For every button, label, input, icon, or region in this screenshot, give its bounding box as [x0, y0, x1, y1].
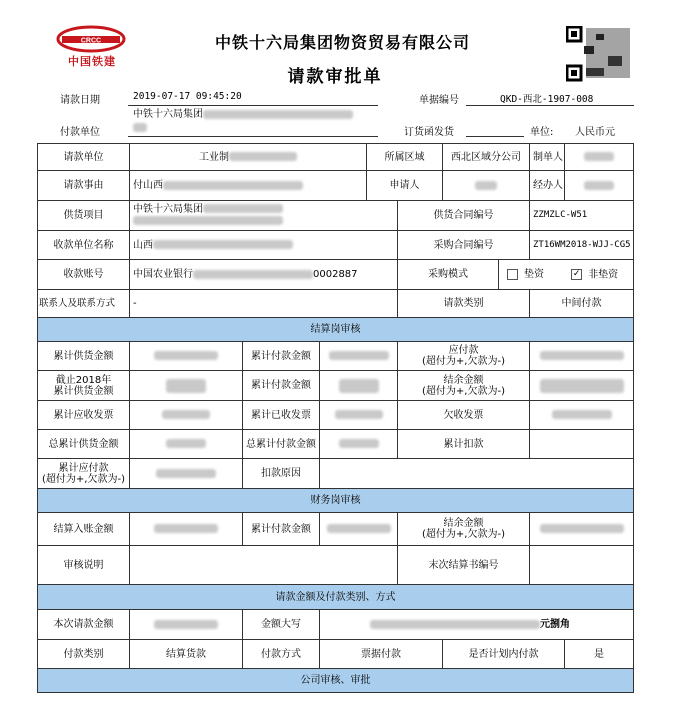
docno-label: 单据编号 — [419, 95, 459, 106]
amount-label: 本次请款金额 — [38, 610, 130, 640]
total-deduct-label: 累计扣款 — [398, 430, 530, 459]
contact-value: - — [130, 290, 398, 318]
applicant-label: 申请人 — [367, 171, 443, 201]
company-logo — [52, 24, 130, 66]
purchase-mode-options — [499, 260, 634, 290]
settlement-section-title: 结算岗审核 — [38, 318, 634, 342]
amount-caps-value: 元捌角 — [320, 610, 634, 640]
supply-contract-label: 供货合同编号 — [398, 201, 530, 231]
finance-balance-label: 结余金额 (超付为+,欠款为-) — [398, 513, 530, 546]
qr-code-icon — [566, 26, 632, 82]
deduct-reason-value — [320, 459, 634, 489]
purchase-contract-value: ZT16WM2018-WJJ-CG5 — [530, 231, 634, 260]
finance-section-title: 财务岗审核 — [38, 489, 634, 513]
logo-mark: CRCC — [80, 37, 102, 45]
supply-label: 供货项目 — [38, 201, 130, 231]
payable-label: 应付款 (超付为+,欠款为-) — [398, 342, 530, 371]
unit-value: 人民币元 — [575, 127, 615, 138]
last-settle-no-label: 末次结算书编号 — [398, 546, 530, 585]
non-advance-option-label: 非垫资 — [588, 269, 619, 281]
handler-value — [565, 171, 634, 201]
account-value: 中国农业银行 0002887 — [130, 260, 398, 290]
order-label: 订货函发货 — [404, 127, 454, 138]
in-plan-label: 是否计划内付款 — [443, 640, 565, 669]
invoice-received-label: 累计已收发票 — [243, 401, 320, 430]
finance-total-paid-label: 累计付款金额 — [243, 513, 320, 546]
invoice-owed-label: 欠收发票 — [398, 401, 530, 430]
qr-code — [566, 26, 632, 82]
req-unit-value: 工业制 — [130, 144, 367, 171]
supply-value: 中铁十六局集团 — [130, 201, 398, 231]
applicant-value — [443, 171, 530, 201]
reason-value: 付山西 — [130, 171, 367, 201]
maker-value — [565, 144, 634, 171]
advance-option-label: 垫资 — [524, 269, 544, 281]
req-type-value: 中间付款 — [530, 290, 634, 318]
last-settle-no-value — [530, 546, 634, 585]
acc-payable-label: 累计应付款 (超付为+,欠款为-) — [38, 459, 130, 489]
invoice-due-label: 累计应收发票 — [38, 401, 130, 430]
date-label: 请款日期 — [60, 95, 100, 106]
region-label: 所属区域 — [367, 144, 443, 171]
maker-label: 制单人 — [530, 144, 565, 171]
payer-value: 中铁十六局集团 — [133, 108, 353, 134]
company-review-section-title: 公司审核、审批 — [38, 669, 634, 693]
handler-label: 经办人 — [530, 171, 565, 201]
non-advance-checkbox[interactable]: ✓ — [572, 268, 581, 279]
amount-caps-label: 金额大写 — [243, 610, 320, 640]
req-type-label: 请款类别 — [398, 290, 530, 318]
date-value: 2019-07-17 09:45:20 — [133, 91, 242, 102]
total-paid-2-label: 累计付款金额 — [243, 371, 320, 401]
payee-label: 收款单位名称 — [38, 231, 130, 260]
review-note-value — [130, 546, 398, 585]
cutoff-supply-label: 截止2018年 累计供货金额 — [38, 371, 130, 401]
document-title: 请款审批单 — [287, 67, 383, 87]
total-supply-label: 累计供货金额 — [38, 342, 130, 371]
docno-value: QKD-西北-1907-008 — [500, 94, 594, 105]
contact-label: 联系人及联系方式 — [38, 290, 130, 318]
logo-brand-text: 中国铁建 — [68, 55, 116, 68]
grand-paid-label: 总累计付款金额 — [243, 430, 320, 459]
unit-label: 单位: — [530, 127, 554, 138]
settled-amount-label: 结算入账金额 — [38, 513, 130, 546]
pay-type-value: 结算货款 — [130, 640, 243, 669]
company-name: 中铁十六局集团物资贸易有限公司 — [214, 33, 470, 52]
payer-label: 付款单位 — [60, 127, 100, 138]
payment-section-title: 请款金额及付款类别、方式 — [38, 585, 634, 610]
advance-checkbox[interactable] — [507, 269, 518, 280]
in-plan-value: 是 — [565, 640, 634, 669]
req-unit-label: 请款单位 — [38, 144, 130, 171]
crcc-logo-icon — [52, 24, 130, 54]
account-label: 收款账号 — [38, 260, 130, 290]
deduct-reason-label: 扣款原因 — [243, 459, 320, 489]
pay-type-label: 付款类别 — [38, 640, 130, 669]
grand-supply-label: 总累计供货金额 — [38, 430, 130, 459]
supply-contract-value: ZZMZLC-W51 — [530, 201, 634, 231]
review-note-label: 审核说明 — [38, 546, 130, 585]
payee-value: 山西 — [130, 231, 398, 260]
total-paid-label: 累计付款金额 — [243, 342, 320, 371]
balance-label: 结余金额 (超付为+,欠款为-) — [398, 371, 530, 401]
pay-method-value: 票据付款 — [320, 640, 443, 669]
approval-table — [37, 143, 634, 693]
region-value: 西北区域分公司 — [443, 144, 530, 171]
purchase-mode-label: 采购模式 — [398, 260, 499, 290]
reason-label: 请款事由 — [38, 171, 130, 201]
purchase-contract-label: 采购合同编号 — [398, 231, 530, 260]
pay-method-label: 付款方式 — [243, 640, 320, 669]
